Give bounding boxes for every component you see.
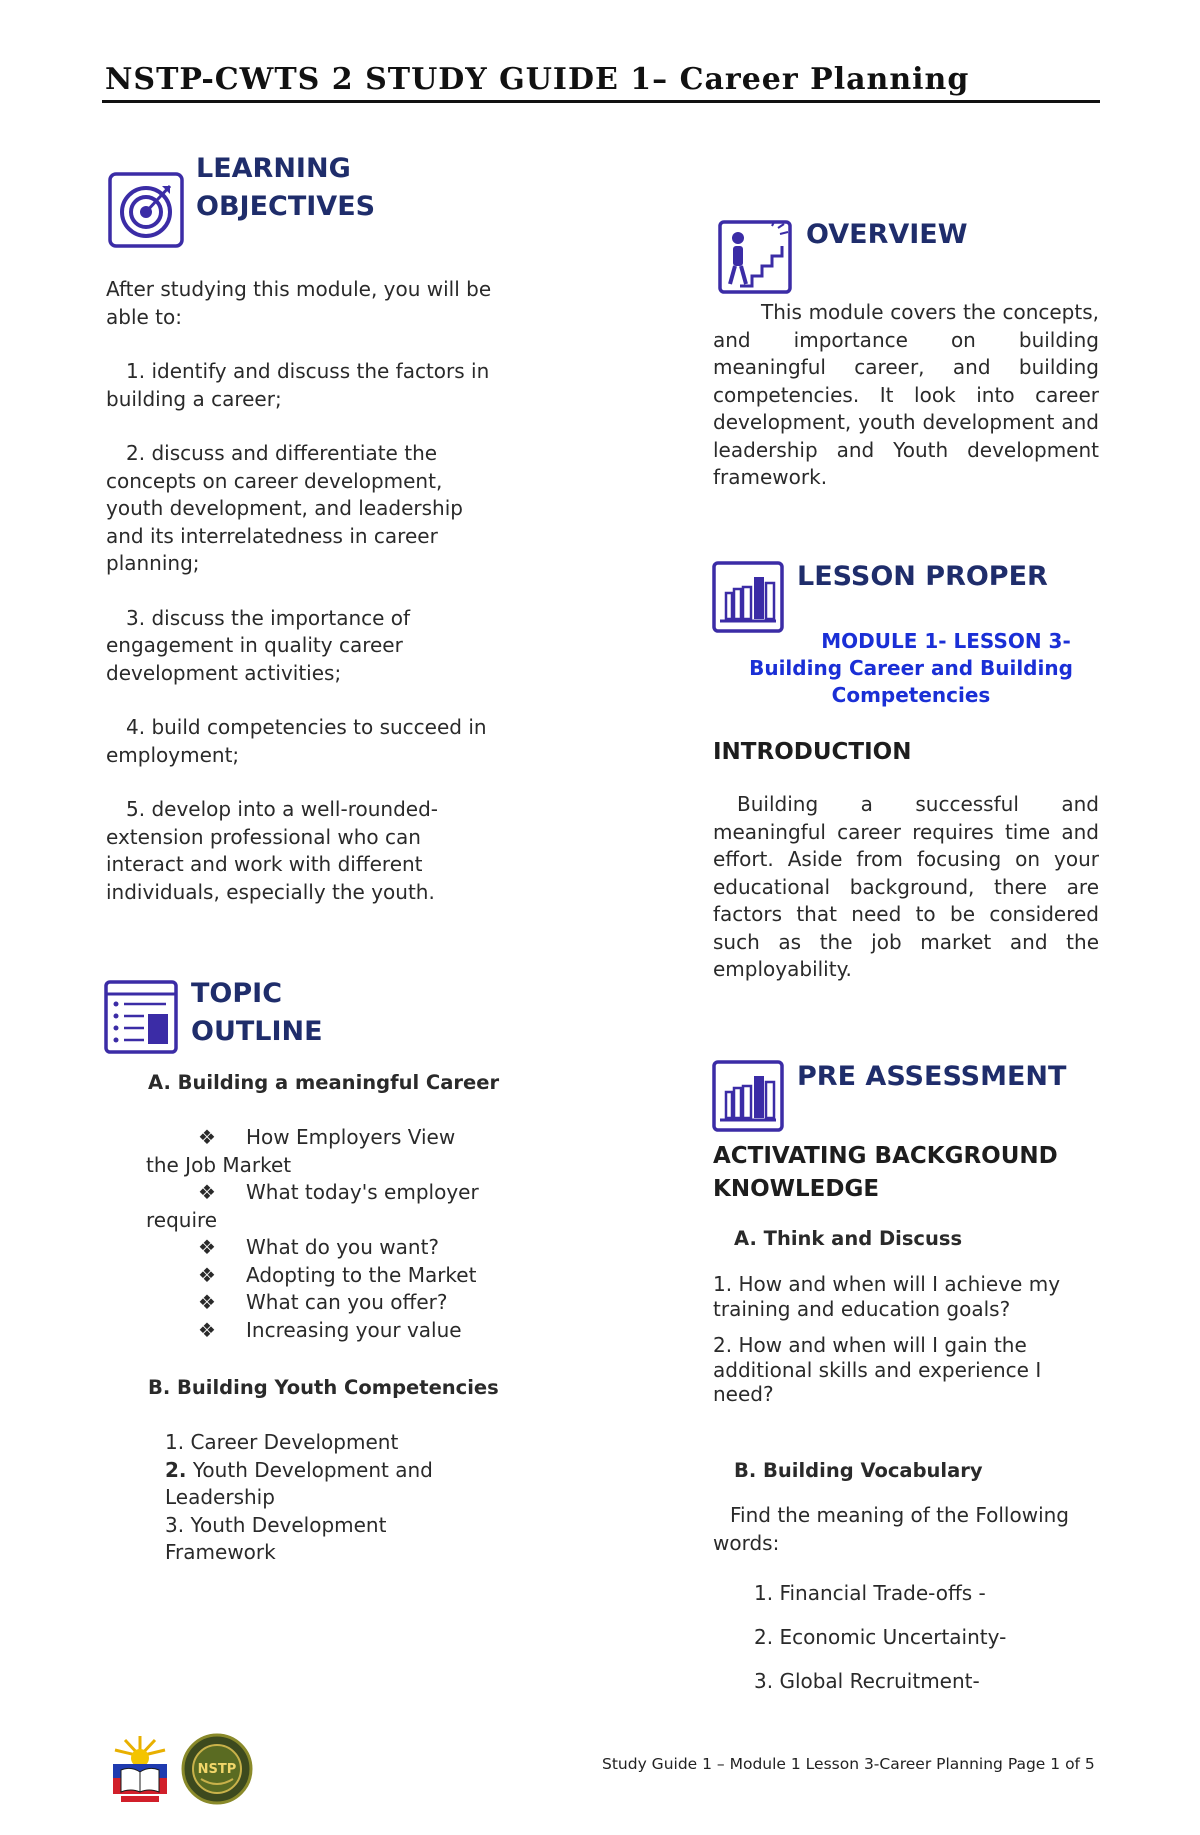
objective-item: 1. identify and discuss the factors in building a career; [106,359,490,411]
introduction-text: Building a successful and meaningful career requires time and effort. Aside from focusing on your educational background, there are factors that need to be considered such as the job market and the employability. [713,792,1099,981]
deped-logo [107,1734,173,1810]
introduction-heading: INTRODUCTION [713,739,912,765]
question-item: 1. How and when will I achieve my training and education goals? [713,1272,1061,1321]
list-number: 2. [165,1457,187,1482]
bullet-icon: ❖ [198,1290,216,1314]
list-text: Youth Development Framework [165,1512,387,1564]
vocab-list [754,1580,1084,1695]
target-icon [108,172,184,248]
list-item [165,1429,465,1457]
outline-list-icon [104,980,178,1054]
list-item [146,1317,486,1345]
list-item [165,1512,465,1567]
list-item [146,1289,486,1317]
topic-outline-title-line2: OUTLINE [191,1016,323,1047]
footer-page-info: Study Guide 1 – Module 1 Lesson 3-Career Planning Page 1 of 5 [602,1755,1095,1773]
activating-knowledge-heading [713,1140,1058,1206]
activating-heading-line2: KNOWLEDGE [713,1176,880,1202]
learning-objectives-body [106,276,492,906]
topic-outline-title-line1: TOPIC [191,978,283,1009]
bullet-icon: ❖ [198,1125,216,1149]
bullet-text: What do you want? [246,1235,440,1259]
bullet-text: Adopting to the Market [246,1262,477,1287]
objective-item: 3. discuss the importance of engagement in quality career development activities; [106,605,411,685]
books-shelf-icon [712,561,784,633]
overview-text: This module covers the concepts, and importance on building meaningful career, and building competencies. It look into career development, youth development and leadership and Youth development framework. [713,300,1099,489]
list-text: Career Development [190,1430,399,1454]
question-item: 2. How and when will I gain the additional skills and experience I need? [713,1333,1042,1406]
think-discuss-heading: A. Think and Discuss [734,1227,963,1250]
outline-section-b: B. Building Youth Competencies [148,1376,499,1399]
vocab-item: 1. Financial Trade-offs - [754,1581,986,1605]
list-item [146,1124,486,1179]
pre-assessment-title: PRE ASSESSMENT [797,1061,1067,1092]
bullet-text: What can you offer? [246,1290,448,1314]
think-discuss-questions [713,1272,1073,1407]
outline-bullets [146,1124,486,1344]
page-header-title: NSTP-CWTS 2 STUDY GUIDE 1– Career Planning [105,62,970,97]
topic-outline-title [191,975,323,1051]
books-shelf-icon [712,1060,784,1132]
list-text: Youth Development and Leadership [165,1457,433,1509]
list-number: 3. [165,1512,185,1537]
bullet-icon: ❖ [198,1235,216,1259]
objective-item: 2. discuss and differentiate the concepts on career development, youth development, and leadership and its interrelatedness in career planning; [106,441,463,575]
list-item [146,1262,486,1290]
module-line-2: Building Career and Building [749,656,1073,680]
objective-item: 5. develop into a well-rounded-extension professional who can interact and work with different individuals, especially the youth. [106,797,438,904]
bullet-icon: ❖ [198,1180,216,1204]
module-line-1: MODULE 1- LESSON 3- [821,629,1071,653]
nstp-seal-logo [181,1733,253,1809]
bullet-icon: ❖ [198,1317,216,1342]
objectives-intro: After studying this module, you will be able to: [106,277,492,329]
bullet-icon: ❖ [198,1262,216,1287]
nstp-seal-text: NSTP [197,1762,237,1777]
learning-objectives-title-line1: LEARNING [196,153,351,184]
learning-objectives-title [196,150,375,226]
overview-title: OVERVIEW [806,219,968,250]
stairs-climb-icon [718,220,792,294]
list-item [146,1179,486,1234]
objective-item: 4. build competencies to succeed in employment; [106,715,487,767]
vocab-item: 3. Global Recruitment- [754,1669,980,1693]
building-vocabulary-heading: B. Building Vocabulary [734,1459,983,1482]
outline-section-a: A. Building a meaningful Career [148,1071,500,1094]
outline-section-b-list [165,1429,465,1567]
header-rule [102,100,1100,103]
list-number: 1. [165,1430,185,1454]
list-item [165,1457,465,1512]
module-lesson-title [728,628,1094,709]
vocab-intro: Find the meaning of the Following words: [713,1503,1069,1555]
activating-heading-line1: ACTIVATING BACKGROUND [713,1143,1058,1169]
module-line-3: Competencies [831,683,991,707]
bullet-text: What today's employer require [146,1180,479,1232]
list-item [146,1234,486,1262]
lesson-proper-title: LESSON PROPER [797,561,1048,592]
bullet-text: Increasing your value [246,1317,462,1342]
bullet-text: How Employers View the Job Market [146,1125,456,1177]
vocab-item: 2. Economic Uncertainty- [754,1625,1007,1649]
learning-objectives-title-line2: OBJECTIVES [196,191,376,222]
